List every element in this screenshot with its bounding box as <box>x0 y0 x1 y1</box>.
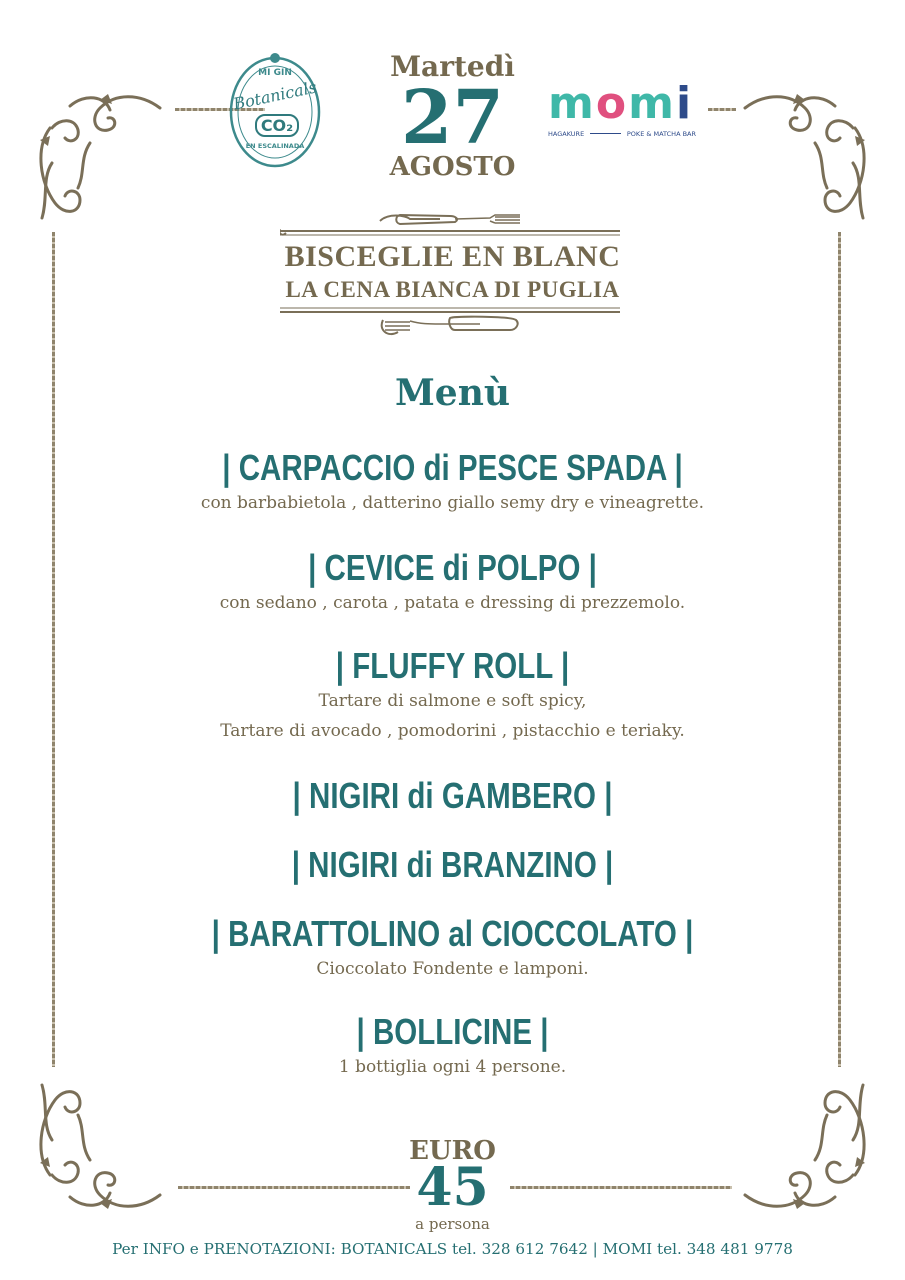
dish-item <box>0 448 905 518</box>
dish-name: | CEVICE di POLPO | <box>308 547 597 588</box>
menu-heading: Menù <box>394 372 511 414</box>
knife-fork-bottom-icon <box>280 302 625 344</box>
dish-name: | CARPACCIO di PESCE SPADA | <box>222 447 683 488</box>
botanicals-bottom-text: EN ESCALINADA <box>245 142 305 150</box>
dish-description: con sedano , carota , patata e dressing di prezzemolo. <box>219 593 686 613</box>
botanicals-name: Botanicals <box>231 77 319 114</box>
dish-item <box>0 845 905 885</box>
dish-name: | BARATTOLINO al CIOCCOLATO | <box>211 913 694 954</box>
dish-name: | NIGIRI di GAMBERO | <box>292 775 613 816</box>
price-unit: a persona <box>415 1215 490 1233</box>
dish-description: Cioccolato Fondente e lamponi. <box>316 959 589 979</box>
price-amount: 45 <box>416 1157 489 1218</box>
dish-item <box>0 914 905 984</box>
momi-left-tag: HAGAKURE <box>548 130 585 138</box>
event-title: BISCEGLIE EN BLANC <box>284 240 621 273</box>
dish-item <box>0 548 905 618</box>
dish-description: con barbabietola , datterino giallo semy dry e vineagrette. <box>200 493 705 513</box>
momi-tagline <box>548 130 696 138</box>
dish-name: | FLUFFY ROLL | <box>335 645 570 686</box>
knife-fork-top-icon <box>280 205 625 241</box>
momi-logo <box>548 78 703 142</box>
dish-name: | BOLLICINE | <box>356 1011 549 1052</box>
momi-right-tag: POKE & MATCHA BAR <box>626 130 696 138</box>
footer-contact-info: Per INFO e PRENOTAZIONI: BOTANICALS tel. 328 612 7642 | MOMI tel. 348 481 9778 <box>112 1240 793 1258</box>
dish-description: Tartare di avocado , pomodorini , pistacchio e teriaky. <box>220 721 685 741</box>
dish-item <box>0 646 905 746</box>
momi-wordmark: momi <box>548 78 694 129</box>
dish-item <box>0 776 905 816</box>
dish-name: | NIGIRI di BRANZINO | <box>291 844 614 885</box>
dish-item <box>0 1012 905 1082</box>
day-number: 27 <box>401 75 504 161</box>
event-subtitle: LA CENA BIANCA DI PUGLIA <box>285 277 620 302</box>
price-currency: EURO <box>409 1136 496 1166</box>
momi-divider <box>590 133 621 138</box>
botanicals-top-text: MI GIN <box>258 68 292 78</box>
weekday: Martedì <box>390 50 515 83</box>
botanicals-co2: CO₂ <box>255 114 299 137</box>
month: AGOSTO <box>389 152 516 182</box>
dish-description: Tartare di salmone e soft spicy, <box>318 691 587 711</box>
dish-description: 1 bottiglia ogni 4 persone. <box>338 1057 567 1077</box>
